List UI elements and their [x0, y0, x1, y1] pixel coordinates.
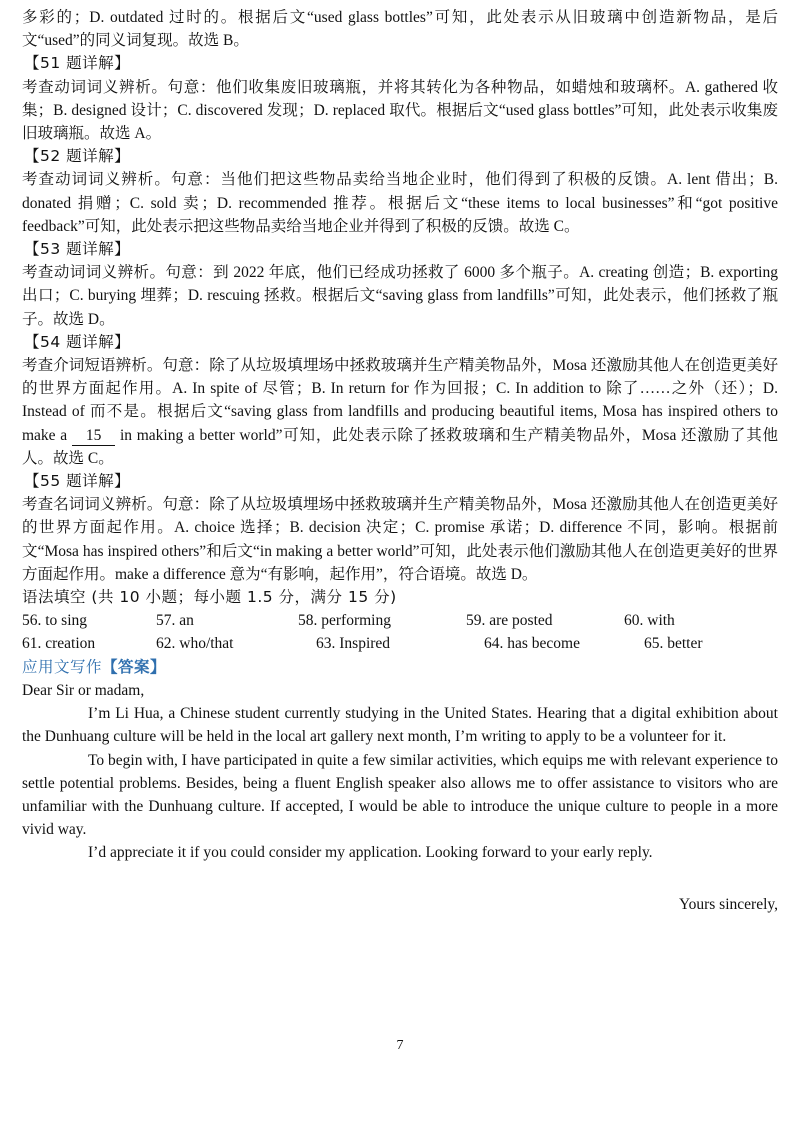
page-number: 7: [396, 1038, 404, 1053]
answer-item: 57. an: [156, 612, 194, 630]
letter-paragraph-2: To begin with, I have participated in quite a few similar activities, which equips me with relevant experience to settle potential problems. Besides, being a fluent English speaker also allows me to offer assistance to visitors who are unfamiliar with the Dunhuang culture. If accepted, I would be able to introduce the unique culture to people in a more vivid way.: [22, 751, 778, 839]
grammar-answers-row-2: [22, 632, 778, 655]
document-page: [22, 6, 778, 916]
q54-text-before: 考查介词短语辨析。句意：除了从垃圾填埋场中拯救玻璃并生产精美物品外，Mosa 还激励其他人在创造更美好的世界方面起作用。A. In spite of 尽管；B. In return for 作为回报；C. In addition to 除了……之外（还）；D. Instead of 而不是。根据后文“saving glass from landfills and producing beautiful items, Mosa has inspired others to make a: [22, 357, 778, 444]
answer-item: 61. creation: [22, 635, 96, 653]
q53-heading: 【53 题详解】: [24, 240, 131, 259]
q55-explanation: 考查名词词义辨析。句意：除了从垃圾填埋场中拯救玻璃并生产精美物品外，Mosa 还激励其他人在创造更美好的世界方面起作用。A. choice 选择；B. decision 决定；C. promise 承诺；D. difference 不同，影响。根据前文“Mosa has inspired others”和后文“in making a better world”可知，此处表示他们激励其他人在创造更美好的世界方面起作用。make a difference 意为“有影响，起作用”，符合语境。故选 D。: [22, 496, 778, 583]
answer-item: 56. to sing: [22, 612, 88, 630]
answer-item: 63. Inspired: [316, 635, 391, 653]
writing-section-title: [22, 656, 778, 679]
q52-heading: 【52 题详解】: [24, 147, 131, 166]
q54-explanation: [22, 354, 778, 470]
q51-heading: 【51 题详解】: [24, 54, 131, 73]
answer-item: 64. has become: [484, 635, 580, 653]
answer-tag: 【答案】: [102, 657, 167, 676]
q54-text-after: in making a better world”可知，此处表示除了拯救玻璃和生产精美物品外，Mosa 还激励了其他人。故选 C。: [22, 426, 779, 467]
answer-item: 58. performing: [298, 612, 391, 630]
answer-item: 65. better: [644, 635, 703, 653]
grammar-section-title: 语法填空 (共 10 小题；每小题 1.5 分，满分 15 分): [22, 588, 397, 607]
q52-explanation: 考查动词词义辨析。句意：当他们把这些物品卖给当地企业时，他们得到了积极的反馈。A. lent 借出；B. donated 捐赠；C. sold 卖；D. recommended 推荐。根据后文“these items to local businesses”和“got positive feedback”可知，此处表示把这些物品卖给当地企业并得到了积极的反馈。故选 C。: [22, 171, 778, 235]
answer-item: 62. who/that: [156, 635, 234, 653]
q53-explanation: 考查动词词义辨析。句意：到 2022 年底，他们已经成功拯救了 6000 多个瓶子。A. creating 创造；B. exporting 出口；C. burying 埋葬；D. rescuing 拯救。根据后文“saving glass from landfills”可知，此处表示，他们拯救了瓶子。故选 D。: [22, 264, 778, 328]
grammar-answers-row-1: [22, 609, 778, 632]
letter-salutation: Dear Sir or madam,: [22, 681, 145, 699]
letter-paragraph-3: I’d appreciate it if you could consider my application. Looking forward to your early reply.: [88, 844, 653, 862]
q54-blank: 15: [72, 427, 116, 446]
writing-title: 应用文写作: [22, 657, 103, 676]
q51-explanation: 考查动词词义辨析。句意：他们收集废旧玻璃瓶，并将其转化为各种物品，如蜡烛和玻璃杯。A. gathered 收集；B. designed 设计；C. discovered 发现；D. replaced 取代。根据后文“used glass bottles”可知，此处表示收集废旧玻璃瓶。故选 A。: [22, 78, 778, 143]
q55-heading: 【55 题详解】: [24, 472, 131, 491]
intro-paragraph: 多彩的；D. outdated 过时的。根据后文“used glass bottles”可知，此处表示从旧玻璃中创造新物品，是后文“used”的同义词复现。故选 B。: [22, 9, 778, 50]
letter-paragraph-1: I’m Li Hua, a Chinese student currently studying in the United States. Hearing that a digital exhibition about the Dunhuang culture will be held in the local art gallery next month, I’m writing to apply to be a volunteer for it.: [22, 705, 778, 746]
q54-heading: 【54 题详解】: [24, 332, 131, 351]
answer-item: 59. are posted: [466, 612, 553, 630]
answer-item: 60. with: [624, 612, 675, 630]
letter-closing: Yours sincerely,: [678, 895, 778, 913]
